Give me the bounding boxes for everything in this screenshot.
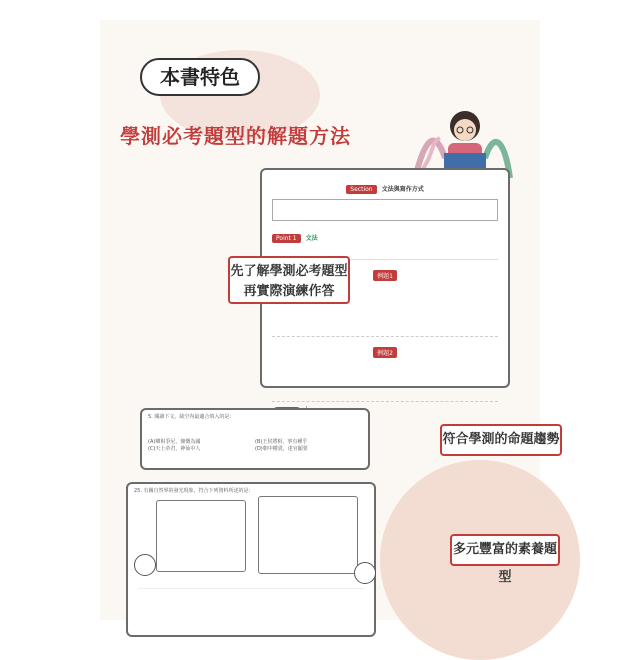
question-number: 5. [148, 414, 153, 420]
question-5-card [140, 408, 370, 470]
section-title: 文法與寫作方式 [381, 186, 424, 193]
example2-tag: 例題2 [373, 347, 397, 358]
question-passage [148, 421, 362, 439]
section-header [262, 176, 508, 195]
option-c[interactable]: (C)天上帝君，神仙中人 [148, 446, 201, 452]
speech-bubble-left [156, 500, 246, 572]
question-prompt: 25. 有關自然界的發光現象，符合下列資料所述的是： [134, 488, 254, 494]
example1-tag: 例題1 [373, 270, 397, 281]
example2-body [272, 362, 498, 402]
scholar-portrait [354, 562, 376, 584]
option-a[interactable]: (A)卿相爭尼，慷慨為國 [148, 439, 201, 445]
question-prompt: 5. 閱讀下文，缺空內最適合填入的是： [148, 414, 235, 420]
question-number: 25. [134, 488, 142, 494]
book-page [100, 20, 560, 620]
feature-label: 本書特色 [140, 58, 260, 96]
callout-text: 多元豐富的素養題型 [452, 542, 557, 585]
callout-text: 先了解學測必考題型 再實際演練作答 [230, 264, 348, 299]
intro-box [272, 199, 498, 221]
callout-practice [228, 256, 350, 304]
answer-options [138, 588, 364, 632]
option-d[interactable]: (D)朝中權貴，達官顯要 [255, 446, 308, 452]
example2-header [262, 340, 508, 359]
point-tag: Point 1 [272, 234, 301, 243]
section-tag: Section [346, 185, 376, 194]
speech-bubble-right [258, 496, 358, 574]
question-25-card [126, 482, 376, 637]
point-header [272, 225, 498, 244]
callout-trend [440, 424, 562, 456]
options-list [138, 588, 364, 632]
scholar-portrait [134, 554, 156, 576]
point-title: 文法 [305, 235, 318, 242]
option-b[interactable]: (B)王侯將相，寧有種乎 [255, 439, 308, 445]
answer-options [148, 439, 362, 453]
callout-literacy [450, 534, 560, 585]
callout-text: 符合學測的命題趨勢 [442, 432, 560, 447]
page-title: 學測必考題型的解題方法 [120, 124, 351, 148]
